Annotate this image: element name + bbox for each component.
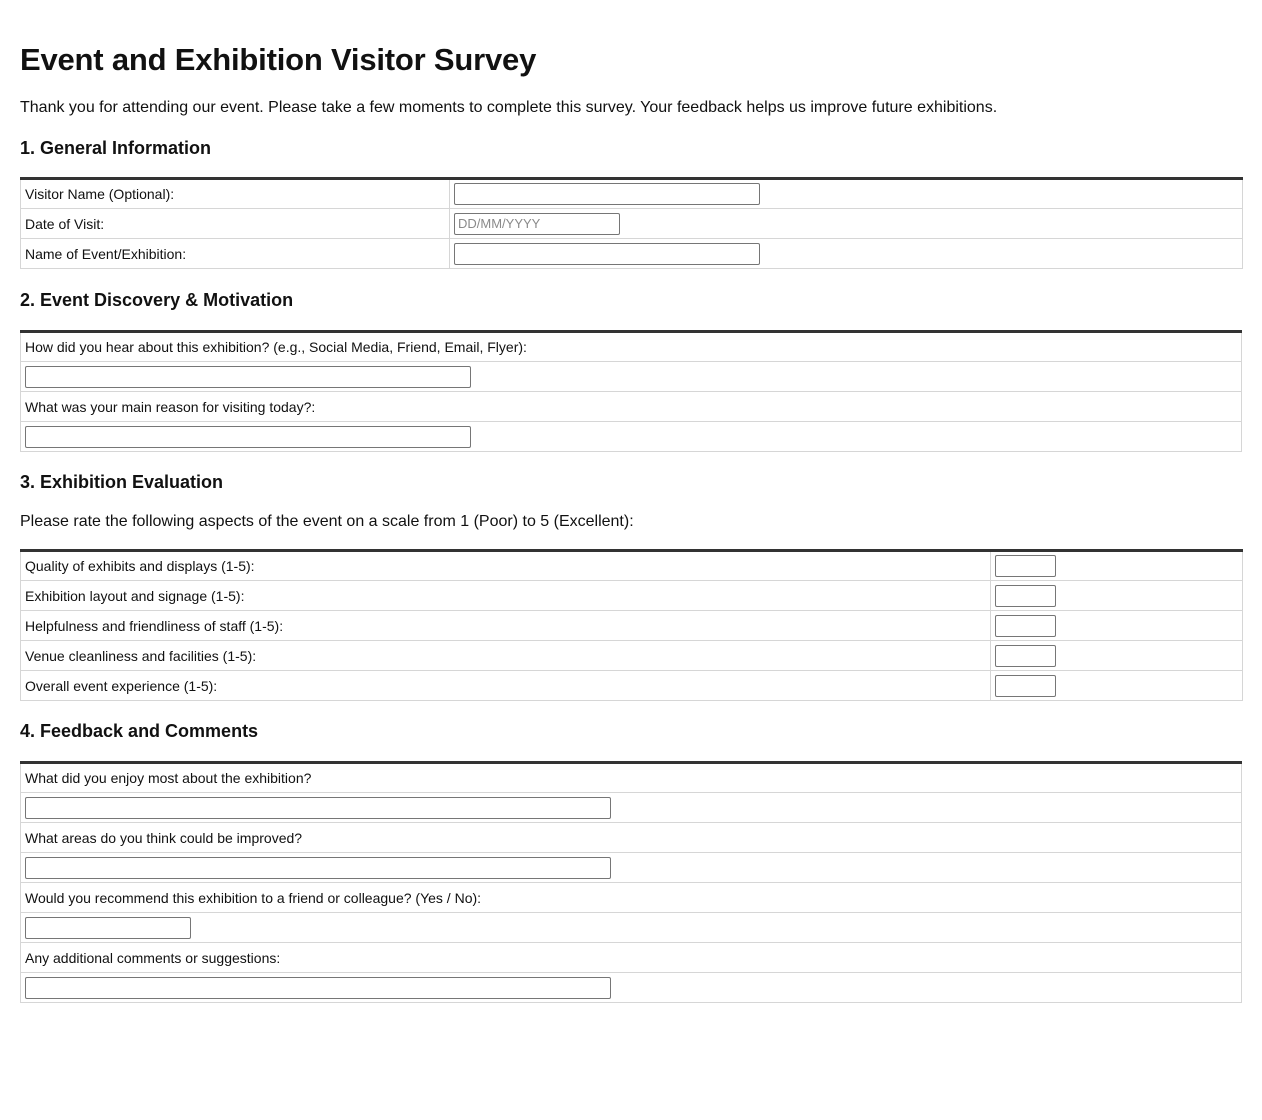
- section-title-feedback-comments: 4. Feedback and Comments: [20, 721, 259, 741]
- section-title-exhibition-evaluation: 3. Exhibition Evaluation: [20, 472, 224, 492]
- rating-input-overall[interactable]: [995, 675, 1056, 697]
- event-name-cell: [450, 239, 1243, 269]
- rating-cell-overall: [991, 671, 1243, 701]
- visit-reason-label: What was your main reason for visiting today?:: [21, 392, 1242, 422]
- table-row: [21, 362, 1242, 392]
- table-row: [21, 581, 1243, 611]
- rating-instructions: Please rate the following aspects of the event on a scale from 1 (Poor) to 5 (Excellent):: [20, 513, 634, 530]
- rating-cell-exhibits: [991, 551, 1243, 581]
- rating-cell-staff: [991, 611, 1243, 641]
- event-name-label: Name of Event/Exhibition:: [21, 239, 450, 269]
- visitor-name-cell: [450, 179, 1243, 209]
- rating-input-venue[interactable]: [995, 645, 1056, 667]
- table-row: [21, 611, 1243, 641]
- hear-about-input[interactable]: [25, 366, 471, 388]
- table-row: [21, 913, 1242, 943]
- table-row: [21, 641, 1243, 671]
- table-row: [21, 551, 1243, 581]
- rating-label-staff: Helpfulness and friendliness of staff (1-5):: [21, 611, 991, 641]
- rating-cell-layout: [991, 581, 1243, 611]
- recommend-cell: [21, 913, 1242, 943]
- recommend-label: Would you recommend this exhibition to a friend or colleague? (Yes / No):: [21, 883, 1242, 913]
- additional-comments-label: Any additional comments or suggestions:: [21, 943, 1242, 973]
- improve-cell: [21, 853, 1242, 883]
- visitor-name-label: Visitor Name (Optional):: [21, 179, 450, 209]
- visit-reason-input[interactable]: [25, 426, 471, 448]
- table-row: [21, 823, 1242, 853]
- table-row: [21, 422, 1242, 452]
- event-discovery-table: [20, 330, 1242, 452]
- intro-text: Thank you for attending our event. Please take a few moments to complete this survey. Your feedback helps us improve future exhibitions.: [20, 99, 998, 116]
- table-row: [21, 209, 1243, 239]
- hear-about-label: How did you hear about this exhibition? (e.g., Social Media, Friend, Email, Flyer):: [21, 332, 1242, 362]
- improve-input[interactable]: [25, 857, 611, 879]
- table-row: [21, 883, 1242, 913]
- table-row: [21, 671, 1243, 701]
- enjoy-most-label: What did you enjoy most about the exhibition?: [21, 763, 1242, 793]
- table-row: [21, 793, 1242, 823]
- section-title-event-discovery: 2. Event Discovery & Motivation: [20, 290, 294, 310]
- general-information-table: [20, 177, 1243, 269]
- visit-reason-cell: [21, 422, 1242, 452]
- additional-comments-cell: [21, 973, 1242, 1003]
- feedback-comments-table: [20, 761, 1242, 1003]
- table-row: [21, 179, 1243, 209]
- rating-cell-venue: [991, 641, 1243, 671]
- table-row: [21, 239, 1243, 269]
- enjoy-most-cell: [21, 793, 1242, 823]
- table-row: [21, 332, 1242, 362]
- table-row: [21, 943, 1242, 973]
- enjoy-most-input[interactable]: [25, 797, 611, 819]
- event-name-input[interactable]: [454, 243, 760, 265]
- rating-label-overall: Overall event experience (1-5):: [21, 671, 991, 701]
- rating-input-layout[interactable]: [995, 585, 1056, 607]
- exhibition-evaluation-table: [20, 549, 1243, 701]
- additional-comments-input[interactable]: [25, 977, 611, 999]
- rating-input-staff[interactable]: [995, 615, 1056, 637]
- section-title-general-information: 1. General Information: [20, 138, 212, 158]
- rating-label-layout: Exhibition layout and signage (1-5):: [21, 581, 991, 611]
- table-row: [21, 763, 1242, 793]
- date-of-visit-input[interactable]: [454, 213, 620, 235]
- date-of-visit-cell: [450, 209, 1243, 239]
- table-row: [21, 392, 1242, 422]
- rating-input-exhibits[interactable]: [995, 555, 1056, 577]
- table-row: [21, 853, 1242, 883]
- hear-about-cell: [21, 362, 1242, 392]
- recommend-input[interactable]: [25, 917, 191, 939]
- rating-label-venue: Venue cleanliness and facilities (1-5):: [21, 641, 991, 671]
- rating-label-exhibits: Quality of exhibits and displays (1-5):: [21, 551, 991, 581]
- page-title: Event and Exhibition Visitor Survey: [20, 42, 537, 77]
- table-row: [21, 973, 1242, 1003]
- visitor-name-input[interactable]: [454, 183, 760, 205]
- date-of-visit-label: Date of Visit:: [21, 209, 450, 239]
- improve-label: What areas do you think could be improved?: [21, 823, 1242, 853]
